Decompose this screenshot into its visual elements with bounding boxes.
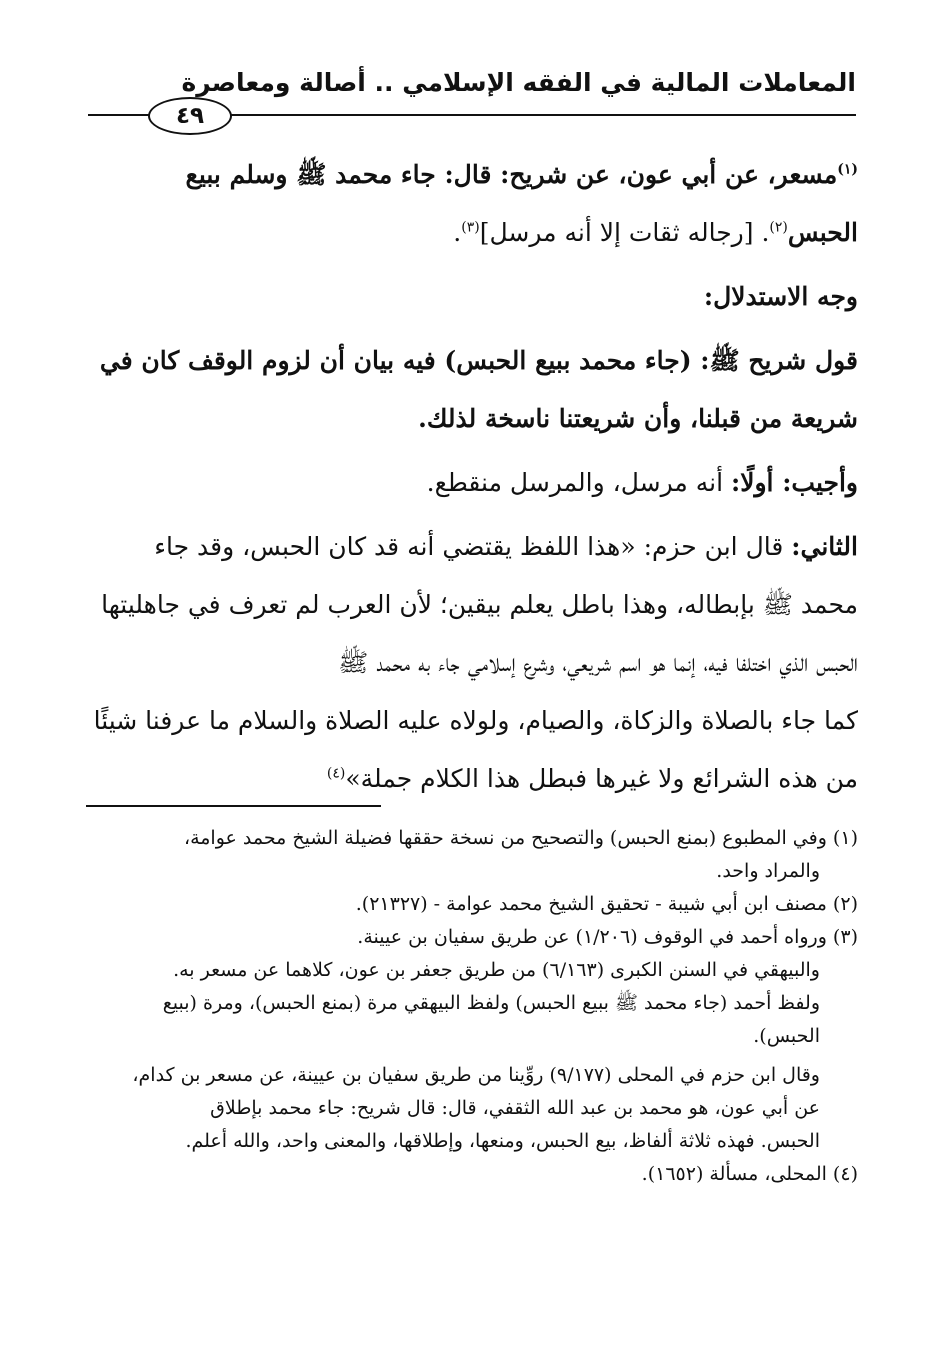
footnote-line: ولفظ أحمد (جاء محمد ﷺ ببيع الحبس) ولفظ البيهقي مرة (بمنع الحبس)، ومرة (ببيع: [162, 992, 820, 1014]
text-segment: قال ابن حزم: «هذا اللفظ يقتضي أنه قد كان الحبس، وقد جاء: [154, 532, 784, 561]
text-line: قول شريح ﷺ: (جاء محمد ببيع الحبس) فيه بيان أن لزوم الوقف كان في: [99, 346, 858, 375]
footnote-line: (١) وفي المطبوع (بمنع الحبس) والتصحيح من نسخة حققها فضيلة الشيخ محمد عوامة،: [183, 827, 858, 849]
footnote-line: وقال ابن حزم في المحلى (٩/١٧٧) روِّينا من طريق سفيان بن عيينة، عن مسعر بن كدام،: [132, 1064, 820, 1086]
footnote-ref: (١): [837, 161, 858, 178]
footnote-line: الحبس).: [753, 1025, 820, 1047]
answer-label: الثاني:: [791, 532, 858, 561]
footnote-ref: (٤): [326, 765, 346, 782]
footnote-separator: [86, 805, 381, 807]
text-line: محمد ﷺ بإبطاله، وهذا باطل يعلم بيقين؛ لأن العرب لم تعرف في جاهليتها: [101, 590, 858, 619]
footnote-line: (٣) ورواه أحمد في الوقوف (١/٢٠٦) عن طريق سفيان بن عيينة.: [357, 926, 858, 948]
footnote-line: (٢) مصنف ابن أبي شيبة - تحقيق الشيخ محمد عوامة - (٢١٣٢٧).: [355, 893, 858, 915]
text-line: [86, 750, 858, 808]
section-heading: وجه الاستدلال:: [703, 282, 858, 311]
text-line: [86, 204, 858, 262]
text-segment: . [رجاله ثقات إلا أنه مرسل]: [479, 218, 770, 247]
footnote-line: الحبس. فهذه ثلاثة ألفاظ، بيع الحبس، ومنعها، وإطلاقها، والمعنى واحد، والله أعلم.: [185, 1130, 820, 1152]
text-segment: أنه مرسل، والمرسل منقطع.: [426, 468, 724, 497]
text-line: الحبس الذي اختلفا فيه، إنما هو اسم شريعي، وشرع إسلامي جاء به محمد ﷺ: [338, 648, 858, 677]
running-title: المعاملات المالية في الفقه الإسلامي .. أصالة ومعاصرة: [181, 68, 856, 97]
page-number-badge: [148, 97, 232, 135]
answer-label: وأجيب: أولًا:: [730, 468, 858, 497]
footnotes: [86, 822, 858, 1191]
footnote-line: والمراد واحد.: [716, 860, 820, 882]
text-segment: .: [453, 218, 462, 247]
footnote-line: عن أبي عون، هو محمد بن عبد الله الثقفي، قال: قال شريح: جاء محمد بإطلاق: [210, 1097, 820, 1119]
text-segment: مسعر، عن أبي عون، عن شريح: قال: جاء محمد ﷺ وسلم ببيع: [185, 160, 838, 189]
text-line: كما جاء بالصلاة والزكاة، والصيام، ولولاه عليه الصلاة والسلام ما عرفنا شيئًا: [93, 706, 858, 735]
footnote-line: (٤) المحلى، مسألة (١٦٥٢).: [641, 1163, 858, 1185]
text-segment: من هذه الشرائع ولا غيرها فبطل هذا الكلام جملة»: [345, 764, 858, 793]
text-segment: الحبس: [787, 218, 858, 247]
footnote-ref: (٢): [769, 219, 788, 236]
text-line: [86, 146, 858, 204]
page-number: ٤٩: [175, 103, 205, 129]
text-line: [86, 454, 858, 512]
text-line: [86, 518, 858, 576]
text-line: شريعة من قبلنا، وأن شريعتنا ناسخة لذلك.: [418, 404, 858, 433]
main-text: [86, 146, 858, 808]
footnote-ref: (٣): [461, 219, 480, 236]
footnote-line: والبيهقي في السنن الكبرى (٦/١٦٣) من طريق جعفر بن عون، كلاهما عن مسعر به.: [173, 959, 820, 981]
